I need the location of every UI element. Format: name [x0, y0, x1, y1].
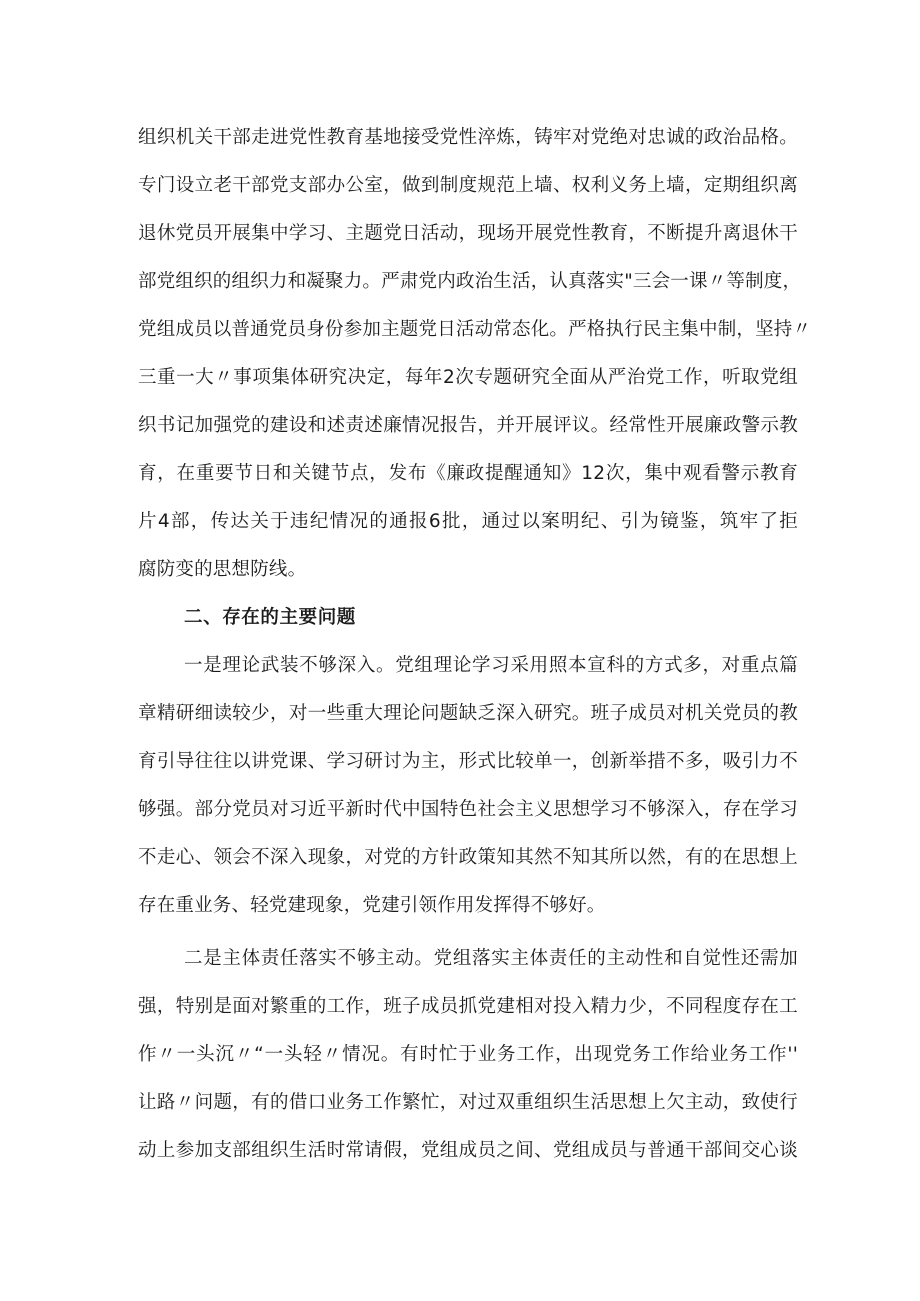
text-line: 章精研细读较少，对一些重大理论问题缺乏深入研究。班子成员对机关党员的教: [138, 703, 798, 724]
text-line: 组织机关干部走进党性教育基地接受党性淬炼，铸牢对党绝对忠诚的政治品格。: [138, 127, 798, 148]
text-line: 织书记加强党的建设和述责述廉情况报告，并开展评议。经常性开展廉政警示教: [138, 415, 798, 436]
text-line: 育引导往往以讲党课、学习研讨为主，形式比较单一，创新举措不多，吸引力不: [138, 751, 798, 772]
section-heading: 二、存在的主要问题: [184, 607, 356, 628]
text-line: 部党组织的组织力和凝聚力。严肃党内政治生活，认真落实"三会一课〃等制度，: [138, 271, 802, 292]
text-line: 片4部，传达关于违纪情况的通报6批，通过以案明纪、引为镜鉴，筑牢了拒: [138, 511, 798, 532]
text-line: 三重一大〃事项集体研究决定，每年2次专题研究全面从严治党工作，听取党组: [138, 367, 798, 388]
text-line: 让路〃问题，有的借口业务工作繁忙，对过双重组织生活思想上欠主动，致使行: [138, 1092, 798, 1113]
text-line: 存在重业务、轻党建现象，党建引领作用发挥得不够好。: [138, 895, 606, 916]
text-line: 专门设立老干部党支部办公室，做到制度规范上墙、权利义务上墙，定期组织离: [138, 175, 798, 196]
text-line: 腐防变的思想防线。: [138, 559, 307, 580]
text-line: 动上参加支部组织生活时常请假，党组成员之间、党组成员与普通干部间交心谈: [138, 1140, 798, 1161]
text-line: 强，特别是面对繁重的工作，班子成员抓党建相对投入精力少，不同程度存在工: [138, 996, 798, 1017]
text-line: 不走心、领会不深入现象，对党的方针政策知其然不知其所以然，有的在思想上: [138, 847, 798, 868]
text-line: 退休党员开展集中学习、主题党日活动，现场开展党性教育，不断提升离退休干: [138, 223, 798, 244]
paragraph-first-line: 一是理论武装不够深入。党组理论学习采用照本宣科的方式多，对重点篇: [184, 655, 798, 676]
text-line: 党组成员以普通党员身份参加主题党日活动常态化。严格执行民主集中制，坚持〃: [138, 319, 812, 340]
paragraph-first-line: 二是主体责任落实不够主动。党组落实主体责任的主动性和自觉性还需加: [184, 948, 798, 969]
text-line: 育，在重要节日和关键节点，发布《廉政提醒通知》12次，集中观看警示教育: [138, 463, 798, 484]
text-line: 作〃一头沉〃“一头轻〃情况。有时忙于业务工作，出现党务工作给业务工作'': [138, 1044, 798, 1065]
text-line: 够强。部分党员对习近平新时代中国特色社会主义思想学习不够深入，存在学习: [138, 799, 798, 820]
